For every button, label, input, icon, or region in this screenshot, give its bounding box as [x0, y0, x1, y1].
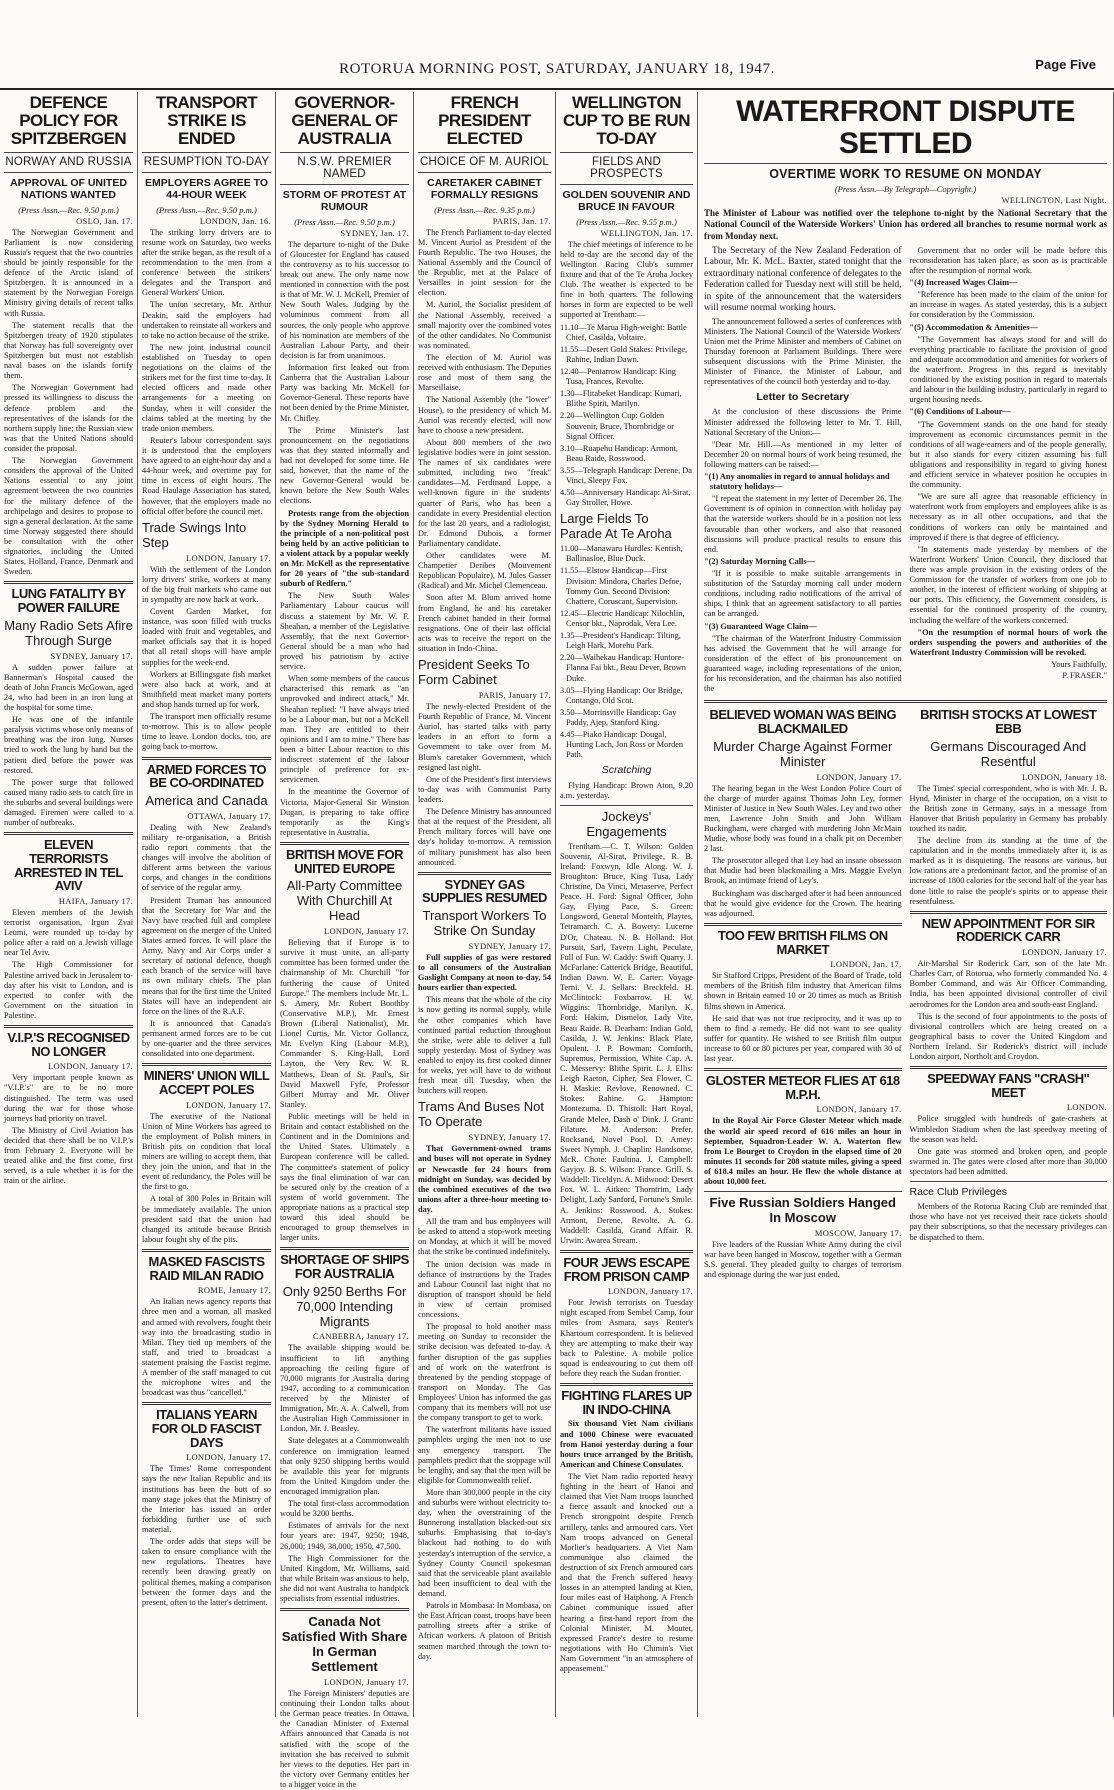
article-paragraph: An Italian news agency reports that three men and a woman, all masked and armed with revolvers, fought their way into the broadcasting studio in Milan. They tied up members of the staff, and tried to broadcast a statement praising the Fascist regime. A member of the staff managed to cut the microphone wires and the broadcast was thus "cancelled.": [142, 1297, 271, 1398]
article-paragraph: The union decision was made in defiance of instructions by the Trades and Labour Council last night that no disruption of transport should be held in view of certain promised concessions.: [418, 1259, 551, 1320]
race-entry: 1.30—Flitabeket Handicap: Kumari, Blithe Spirit, Marilyn.: [560, 389, 682, 409]
race-entry: 12.45—Electric Handicap: Nilochlin, Censor bkt., Naprodak, Vera Lee.: [560, 608, 685, 629]
article-paragraph: The French Parliament to-day elected M. Vincent Auriol as President of the Fourth Republic. The two Houses, the National Assembly and the Council of the Republic, met at the Palace of Versailles in joint session for the election.: [418, 227, 551, 298]
headline-british-stocks: BRITISH STOCKS AT LOWEST EBB: [920, 707, 1097, 736]
headline-gloster-meteor: GLOSTER METEOR FLIES AT 618 M.P.H.: [705, 1073, 900, 1102]
article-paragraph: Patrols in Mombasa: In Mombasa, on the East African coast, troops have been patrolling streets after a strike of African workers. A platoon of British seamen marched through the town to-day.: [418, 1601, 551, 1661]
deck-overtime: OVERTIME WORK TO RESUME ON MONDAY: [769, 167, 1042, 181]
headline-vips: V.I.P.'S RECOGNISED NO LONGER: [7, 1030, 130, 1059]
article-paragraph: All the tram and bus employees will be asked to attend a stop-work meeting on Monday, at which it will be moved that the strike be continued indefinitely.: [418, 1217, 551, 1257]
article-paragraph: The waterfront militants have issued pamphlets urging the men not to use any emergency transport. The pamphlets predict that the stoppage will be lengthy, and say that the men will be eligible for Commonwealth relief.: [418, 1425, 551, 1485]
article-paragraph: The Norwegian Government and Parliament is now considering Russia's request that the two countries should be jointly responsible for the defence of the Arctic island of Spitzbergen. It is announced in a statement by the Norwegian Foreign Ministry giving details of recent talks with Russia.: [4, 227, 133, 318]
headline-spitzbergen: DEFENCE POLICY FOR SPITZBERGEN: [10, 93, 127, 148]
deck-golden-souvenir: GOLDEN SOUVENIR AND BRUCE IN FAVOUR: [562, 188, 691, 213]
article-paragraph: Very important people known as "V.I.P.'s" are to be no more distinguished. The term was used during the war for those whose journeys had priority on travel.: [4, 1073, 133, 1123]
headline-russian-soldiers: Five Russian Soldiers Hanged In Moscow: [709, 1195, 896, 1226]
dateline: LONDON, January 17.: [185, 552, 271, 563]
letter-item-label: "(5) Accommodation & Amenities—: [909, 322, 1038, 332]
headline-armed-forces: ARMED FORCES TO BE CO-ORDINATED: [146, 761, 267, 791]
article-paragraph: The Ministry of Civil Aviation has decided that there shall be no V.I.P.'s from February 2. Everyone will be treated alike and the first come, first served, is a rule whether it is for the train or the airline.: [4, 1125, 133, 1186]
dateline: LONDON, January 17.: [323, 1676, 409, 1687]
credit: (Press Assn.—Rec. 9.50 p.m.): [294, 216, 395, 227]
column-5: [556, 92, 698, 1717]
subhead-trade-swings: Trade Swings Into Step: [142, 519, 247, 550]
article-paragraph: This means that the whole of the city is now getting its normal supply, while the other companies which have continued partial reduction throughout the strike, were able to deliver a full supply yesterday. Most of Sydney was enabled to enjoy its first cooked dinner for weeks, yet will have to do without fresh meat till Tuesday, when the butchers will reopen.: [418, 995, 551, 1096]
article-paragraph: Dealing with New Zealand's military re-organisation, a British radio report comments that the changes will involve the abolition of different arms between the various corps, and changes in the conditions of service of the regular army.: [142, 822, 271, 893]
dateline: OTTAWA, January 17.: [187, 810, 271, 821]
article-paragraph: Members of the Rotorua Racing Club are reminded that those who have not yet received their race tickets should pay their subscriptions, so that the necessary privileges can be dispatched to them.: [909, 1202, 1107, 1242]
article-paragraph-bold: Full supplies of gas were restored to all consumers of the Australian Gaslight Company at noon to-day, 54 hours earlier than expected.: [418, 952, 551, 993]
subhead-germans: Germans Discouraged And Resentful: [930, 738, 1087, 769]
article-paragraph: One gate was stormed and broken open, and people swarmed in. The gates were closed after more than 30,000 spectators had been admitted.: [909, 1146, 1107, 1177]
headline-lung-fatality: LUNG FATALITY BY POWER FAILURE: [11, 586, 126, 616]
article-paragraph: "The Government has always stood for and will do everything practicable to facilitate the provision of good and adequate accommodation and amenities for workers of the waterfront. Progress in this regard is inevitably conditioned by the existing position in regard to materials and labour in the building industry, particularly in regard to urgent housing needs.: [909, 334, 1107, 405]
race-entry: 11.10—Te Marua High-weight: Battle Chief, Casilda, Voltaire.: [560, 322, 687, 342]
subhead-churchill: All-Party Committee With Churchill At Head: [286, 878, 403, 924]
article-paragraph: The transport men officially resume to-morrow. This is to allow people time to leave. London docks, too, are going back to-morrow.: [142, 712, 271, 752]
dateline: SYDNEY, January 17.: [50, 650, 133, 661]
article-paragraph: The statement recalls that the Spitzbergen treaty of 1920 stipulates that Norway has full sovereignty over Spitzbergen but must not establish naval bases on the islands fortify them.: [4, 320, 133, 381]
race-entry: 1.35—President's Handicap: Tilting, Leigh Hark, Morehu Park.: [560, 631, 681, 651]
article-paragraph: About 800 members of the two legislative bodies were in joint session. The names of six candidates were submitted, including two "freak" candidates—M. Ferdinand Loppe, a well-known figure in the students' quarter of Paris, who has been a candidate in every Presidential election for the last 20 years, and a radiologist, Dr. Edmond Dubois, a former Parliamentary candidate.: [418, 437, 551, 548]
letter-item-label: "(2) Saturday Morning Calls—: [704, 556, 815, 566]
article-paragraph: Soon after M. Blum arrived home from England, he and his caretaker French cabinet handed in their formal resignations. One of their last official acts was to receive the report on the situation in Indo-China.: [418, 593, 551, 654]
race-entry: 4.45—Piako Handicap: Dougal, Hunting Lach, Jon Ross or Morden Path.: [560, 730, 684, 760]
article-paragraph: "We are sure all agree that reasonable efficiency in waterfront work from employers and employees alike is as necessary as in all other occupations, and that the conditions of workers can only be maintained and improved if there is that degree of efficiency.: [909, 492, 1107, 542]
dateline: LONDON, January 17.: [816, 771, 902, 782]
article-paragraph: The Defence Ministry has announced that at the request of the President, all French military forces will have one day's holiday to-morrow. A remission of military punishment has also been announced.: [418, 807, 551, 867]
race-entry: 3.05—Flying Handicap: Our Bridge, Contango, Old Scot.: [560, 685, 683, 705]
dateline: LONDON, January 17.: [607, 1286, 693, 1297]
race-club-label: Race Club Privileges: [909, 1186, 1007, 1199]
article-paragraph: The order adds that steps will be taken to ensure compliance with the new regulations. Theatres have recently been drawing greatly on political themes, making a comparison between the former days and the present, often to the latter's detriment.: [142, 1537, 271, 1607]
article-paragraph: The total first-class accommodation would be 3200 berths.: [280, 1499, 409, 1519]
dateline: LONDON, January 17.: [185, 1452, 271, 1463]
headline-speedway: SPEEDWAY FANS "CRASH" MEET: [927, 1071, 1090, 1100]
article-paragraph: M. Auriol, the Socialist president of the National Assembly, received a small majority over the combined votes of the other candidates. No Communist was nominated.: [418, 300, 551, 350]
subhead-9250-berths: Only 9250 Berths For 70,000 Intending Migrants: [282, 1283, 407, 1329]
letter-item-label: "(4) Increased Wages Claim—: [909, 278, 1018, 288]
dateline: LONDON, Jan. 16.: [199, 215, 271, 226]
dateline: LONDON, January 17.: [323, 926, 409, 937]
headline-indo-china: FIGHTING FLARES UP IN INDO-CHINA: [561, 1388, 692, 1417]
headline-shortage-ships: SHORTAGE OF SHIPS FOR AUSTRALIA: [280, 1252, 409, 1282]
article-paragraph: The Foreign Ministers' deputies are continuing their London talks about the German peace treaties. In Ottawa, the Canadian Minister of External Affairs announced that Canada is not satisfied with the scope of the invitation she has received to submit her views to the deputies. Her part in the victory over Germany entitles her to a bigger voice in the: [280, 1688, 409, 1789]
article-paragraph: Trentham.—C. T. Wilson: Golden Souvenir, Al-Sirat, Privilege, R. B. Ireland: Foxwyn, Idle Along. W. J. Broughton: Bruce, King Tusa, Lady Christine, Da Vinci, Metaserve, Perfect Peace. H. Ford: Signal Officer, John Gay, Flying Pace, S. Green: Longsword, General Monteith, Playtes, Tetramarch. C. A. Bowery: Lucerne D'Or, Chateau. N. B. Holland: Hot Pursuit, Sarl, Tavern Light, Peculate, Full of Fun. W. Caddy: Swift Quarry. J. McFarlane: Catterick Bridge, Beautiful, Indian Dawn. W. E. Carter: Voyage Terni. V. J. Sellars: Breckfeld. H. McClintock: Foxbarrow. H. W. Wiggins: Thornbridge, Marilyn. K. Ford: Hakim, Dismelor, Lady Vite, Beau Raide. B. Dearham: Indian Gold, Casilda, J. W. Jenkins: Black Plate, Opulent. J. P. Bowman: Cornforth, Supremus, Permission, White Cap. A. C. Messervy: Blithe Spirit. L. J. Ellis: Leigh Raeton, Cipher, Sea Flower. C. H. Maskie: Revlove, Renowned. C. Stokes: Rahine. G. Hampton: Montezuma. D. Thistoll: Hart Royal, Grande Melee, Dash o' Dink. J. Grant: Filature. M. Anderson: Prefer, Rocksand, Novel Pool. D. Amey: Sweet Nymph. J. Chaplin: Handsome, McR. Chote: Faultina. J. Campbell: Gayjoy. B. S. Wilson: France. Grill. S. Waddell: Ticeldyn. A. Midwood: Desert Fox. W. L. Aitken: Thorntrim, Lady Delight, Lady Sanford, Fortune's Smile. A. Jenkins: Rosswood. A. Stokes: Armont, Derene, Revolte. A. G. Waddell: Casilda, Grand Affair. R. Urwin: Awarea Stream.: [560, 841, 693, 1245]
subhead-transport-workers: Transport Workers To Strike On Sunday: [422, 908, 547, 938]
article-paragraph: Eleven members of the Jewish terrorist organisation, Irgun Zvai Leumi, were rounded up to-day by police after a raid on a Jewish village near Tel Aviv.: [4, 907, 133, 958]
dateline: OSLO, Jan. 17.: [76, 215, 133, 226]
headline-united-europe: BRITISH MOVE FOR UNITED EUROPE: [286, 847, 403, 876]
headline-wellington-cup: WELLINGTON CUP TO BE RUN TO-DAY: [562, 93, 690, 148]
credit: (Press Assn.—Rec. 9.35 p.m.): [434, 204, 535, 215]
article-paragraph: One of the President's first interviews to-day was with Communist Party leaders.: [418, 774, 551, 804]
article-paragraph: Reuter's labour correspondent says it is understood that the employers have agreed to an eight-hour day and a 44-hour week, and overtime pay for time in excess of eight hours. The Road Haulage Association has stated, however, that the employers made no official offer before the council met.: [142, 435, 271, 516]
race-entry: 11.55—Elstow Handicap—First Division: Mindora, Charles Defoe, Tommy Gun. Second Division: Chattere, Coruscant, Supervision.: [560, 566, 682, 606]
race-entry: 3.10—Ruapehu Handicap: Armont, Beau Raide, Rosswood.: [560, 443, 678, 463]
article-paragraph: Four Jewish terrorists on Tuesday night escaped from Sembel Camp, four miles from Asmara, says Reuter's Khartoum correspondent. It is believed they are attempting to make their way back to Palestine. A mobile police squad is endeavouring to cut them off before they reach the Sudan frontier.: [560, 1298, 693, 1379]
column-1: [0, 92, 138, 1717]
subhead-trams-buses: Trams And Buses Not To Operate: [418, 1099, 544, 1130]
article-paragraph: He was one of the infantile paralysis victims whose only means of breathing was the iron lung. Nurses tried to work the lung by hand but the patient died before the power was restored.: [4, 715, 133, 775]
article-paragraph: The Norwegian Government had pressed its willingness to discuss the defence problem and the representatives of the islands for the northern supply line; the Russian view was that the United Nations should consider the proposal.: [4, 383, 133, 453]
article-paragraph-bold: Protests range from the objection by the Sydney Morning Herald to the principle of a non-political post being held by an active politician to a violent attack by a popular weekly on Mr. McKell as the representative for 20 years of "the sub-standard suburb of Redfern.": [280, 508, 409, 589]
article-paragraph: "Reference has been made to the claim of the union for an increase in wages. As stated yesterday, this is a subject for consideration by the Commission.: [909, 290, 1107, 320]
subhead-president-seeks: President Seeks To Form Cabinet: [418, 657, 530, 688]
letter-item-label: "(6) Conditions of Labour—: [909, 407, 1011, 417]
race-list-trentham: [560, 323, 693, 509]
headline-italians-yearn: ITALIANS YEARN FOR OLD FASCIST DAYS: [151, 1407, 262, 1450]
article-paragraph: The newly-elected President of the Fourth Republic of France, M. Vincent Auriol, has started talks with party leaders in an effort to form a Government to take over from M. Blum's caretaker Government, which resigned last night.: [418, 702, 551, 772]
subhead-murder-charge: Murder Charge Against Former Minister: [713, 738, 893, 769]
subhead-auriol: CHOICE OF M. AURIOL: [419, 155, 550, 168]
masthead-rule: [0, 88, 1114, 90]
article-paragraph: State delegates at a Commonwealth conference on immigration learned that only 9250 shipping berths would be available this year for migrants from the United Kingdom under the encouraged immigration plan.: [280, 1436, 409, 1496]
dateline: PARIS, Jan. 17.: [492, 215, 551, 226]
column-2: [138, 92, 276, 1717]
article-paragraph: When some members of the caucus characterised this remark as "an unprovoked and indirect attack," Mr. Sheahan replied: "I have always tried to be a Labour man, but not a McKell man. They are entitled to their opinions and I am to mine." There has been a bitter Labour reaction to this indiscreet statement of the labour principle of preference for ex-servicemen.: [280, 674, 409, 785]
article-paragraph: The union secretary, Mr. Arthur Deakin, said the employers had undertaken to reinstate all workers and to take no action because of the strike.: [142, 300, 271, 340]
headline-tel-aviv: ELEVEN TERRORISTS ARRESTED IN TEL AVIV: [14, 837, 123, 894]
article-paragraph: The prosecutor alleged that Ley had an insane obsession that Mudie had been blackmailing a Mrs. Maggie Evelyn Brook, an intimate friend of Ley's.: [704, 856, 902, 886]
article-paragraph: The power surge that followed caused many radio sets to catch fire in the suburbs and several buildings were damaged. Firemen were called to a number of outbreaks.: [4, 777, 133, 828]
article-paragraph: Five leaders of the Russian White Army during the civil war have been hanged in Moscow, together with a German S.S. general. They pleaded guilty to charges of terrorism and espionage during the war just ended.: [704, 1240, 902, 1280]
article-paragraph: Buckingham was discharged after it had been announced that he would give evidence for the Crown. The hearing was adjourned.: [704, 888, 902, 918]
deck-44-hour: EMPLOYERS AGREE TO 44-HOUR WEEK: [144, 176, 269, 201]
race-entry: 2.20—Wellington Cup: Golden Souvenir, Bruce, Thornbridge or Signal Officer.: [560, 411, 675, 441]
article-paragraph: The Times' Rome correspondent says the new Italian Republic and its institutions has been the butt of so many stage jokes that the Ministry of the Interior has issued an order forbidding further use of such material.: [142, 1464, 271, 1534]
article-paragraph: A sudden power failure at Bannerman's Hospital caused the death of John Francis McGowan, aged 24, who had been in an iron lung at the hospital for some time.: [4, 662, 133, 712]
headline-masked-fascists: MASKED FASCISTS RAID MILAN RADIO: [148, 1254, 265, 1283]
dateline: LONDON, January 17.: [47, 1061, 133, 1072]
article-paragraph: President Truman has announced that the Secretary for War and the Navy have reached full and complete agreement on the merger of the United States armed forces. It will place the Army, Navy and Air Corps under a secretary of national defence, though each branch of the service will have its own military chiefs. The plan means that for the first time the United States will have an independent air force on the lines of the R.A.F.: [142, 895, 271, 1016]
headline-british-films: TOO FEW BRITISH FILMS ON MARKET: [717, 927, 888, 957]
subhead-resumption: RESUMPTION TO-DAY: [143, 155, 270, 168]
article-paragraph: With the settlement of the London lorry drivers' strike, workers at many of the big fruit markets who came out in sympathy are now back at work.: [142, 564, 271, 604]
article-paragraph: "If it is possible to make suitable arrangements in substitution of the Saturday morning call under modern conditions, including radio notifications of the arrival of ships, I think that an agreement satisfactory to all parties can be arranged.: [704, 569, 902, 619]
article-paragraph: Believing that if Europe is to survive it must unite, an all-party committee has been formed under the chairmanship of Mr. Churchill "for furthering the cause of United Europe." The members include Mr. L. S. Amery, Mr. Robert Boothby (Conservative M.P.), Mr. Ernest Brown (Liberal Nationalist), Mr. Lionel Curtis, Mr. Victor Gollancz, Mr. Evelyn King (Labour M.P.), Commander S. King-Hall, Lord Layton, the Very Rev. W. R. Matthews, Dean of St. Paul's, Sir David Maxwell Fyfe, Professor Gilbert Murray and Mr. Oliver Stanley.: [280, 938, 409, 1109]
article-paragraph: Air-Marshal Sir Roderick Carr, son of the late Mr. Charles Carr, of Rotorua, who formerly commanded No. 4 Bomber Command, and was Air Officer Commanding, India, has been appointed divisional controller of civil aerodromes for the London area and south-east England.: [909, 959, 1107, 1009]
article-paragraph: "I repeat the statement in my letter of December 26. The Government is of opinion in connection with holiday pay that the waterside workers should be in a position not less favourable than other workers, and also that reasoned discussions will produce practical results to ensure this end.: [704, 494, 902, 554]
dateline: ROME, January 17.: [197, 1285, 271, 1296]
article-paragraph: The departure to-night of the Duke of Gloucester for England has caused the controversy as to his successor to break out anew. The only name now mentioned in connection with the post is that of Mr. W. J. McKell, Premier of New South Wales. Judging by the voluminous comment from all sources, the only people who approve of his nomination are members of the Australian Labour Party, and their decision is far from unanimous.: [280, 239, 409, 360]
subhead-norway-russia: NORWAY AND RUSSIA: [5, 155, 132, 168]
dateline: LONDON, January 17.: [185, 1099, 271, 1110]
deck-caretaker: CARETAKER CABINET FORMALLY RESIGNS: [427, 176, 542, 201]
letter-item-label: "(1) Any anomalies in regard to annual holidays and statutory holidays—: [704, 472, 890, 492]
article-paragraph: Covent Garden Market, for instance, was soon filled with trucks loaded with fruit and vegetables, and market officials say that it is hoped that all retail shops will have ample supplies for the week-end.: [142, 607, 271, 667]
headline-miners-union: MINERS' UNION WILL ACCEPT POLES: [143, 1068, 270, 1097]
race-entry: 2.20—Waihekau Handicap: Huntore-Flanna Fai bkt., Beau Dever, Brown Duke.: [560, 653, 686, 683]
dateline: SYDNEY, January 17.: [468, 940, 551, 951]
race-list-te-aroha: [560, 544, 693, 760]
article-paragraph: The Secretary of the New Zealand Federation of Labour, Mr. K. McL. Baxter, stated tonight that the extraordinary national conference of delegates to the Federation called for Tuesday next will still be held, in spite of the announcement that the watersiders will resume normal working hours.: [704, 245, 902, 314]
subhead-jockeys: Jockeys' Engagements: [586, 808, 667, 839]
article-paragraph: Information first leaked out from Canberra that the Australian Labour Party was backing Mr. McKell for Governor-General. These reports have not been denied by the Prime Minister, Mr. Chifley.: [280, 362, 409, 423]
article-paragraph: A total of 300 Poles in Britain will be immediately available. The union president said that the union had changed its attitude because British labour fought shy of the pits.: [142, 1194, 271, 1244]
headline-governor-general: GOVERNOR-GENERAL OF AUSTRALIA: [291, 93, 398, 148]
headline-sydney-gas: SYDNEY GAS SUPPLIES RESUMED: [422, 876, 547, 906]
deck-spitzbergen: APPROVAL OF UNITED NATIONS WANTED: [10, 176, 127, 201]
dateline: WELLINGTON, Jan. 17.: [600, 227, 693, 238]
subhead-nsw-premier: N.S.W. PREMIER NAMED: [297, 155, 392, 180]
article-paragraph: The chief meetings of inference to be held to-day are the second day of the Wellington Racing Club's summer fixture and that of the Te Aroha Jockey Club. The weather is expected to be fine in both quarters. The following horses in form are expected to be well supported at Trentham:—: [560, 239, 693, 320]
race-entry: 11.00—Manawaru Hurdles: Kentish, Ballinasloe, Blue Duck.: [560, 544, 683, 564]
dateline: PARIS, January 17.: [478, 690, 551, 701]
credit: (Press Assn.—Rec. 9.50 p.m.): [156, 204, 257, 215]
article-paragraph: Police struggled with hundreds of gate-crashers at Wimbledon Stadium when the last speedway meeting of the season was held.: [909, 1114, 1107, 1144]
article-paragraph: The Times' special correspondent, who is with Mr. J. B. Hynd, Minister in charge of the occupation, on a visit to the British zone in Germany, says in a message from Hanover that British popularity in Germany has probably touched its nadir.: [909, 783, 1107, 833]
credit: (Press Assn.—Rec. 9.55 p.m.): [576, 216, 677, 227]
article-paragraph: The executive of the National Union of Mine Workers has agreed to the employment of Polish miners in British pits on condition that local miners are willing to accept them, that they join the union, and that in the event of redundancy, the Poles will be the first to go.: [142, 1111, 271, 1192]
article-paragraph: Public meetings will be held in Britain and contact established on the Continent and in the Dominions and the United States. Ultimately a European conference will be called. The committee's statement of policy says the final elimination of war can be secured only by the creation of a system of world government. The appropriate nations as a practical step toward this ideal should be encouraged to group themselves in larger units.: [280, 1111, 409, 1243]
dateline: LONDON, January 17.: [1021, 947, 1107, 958]
headline-waterfront: WATERFRONT DISPUTE SETTLED: [736, 95, 1075, 160]
article-paragraph: "The chairman of the Waterfront Industry Commission has advised the Government that he will arrange for consideration of the effect of his pronouncement on guaranteed wage, including representations of the union, for his reconsideration, and the chairman has also notified the: [704, 633, 902, 694]
headline-transport-strike: TRANSPORT STRIKE IS ENDED: [155, 93, 258, 148]
article-paragraph: In the meantime the Governor of Victoria, Major-General Sir Winston Dugan, is preparing to take office temporarily as the King's representative in Australia.: [280, 787, 409, 837]
race-entry: 12.40—Pentarrow Handicap: King Tusa, Frances, Revolte.: [560, 366, 676, 387]
subhead-fields: FIELDS AND PROSPECTS: [590, 155, 663, 180]
scratching-text: Flying Handicap: Brown Aton, 9.20 a.m. yesterday.: [560, 780, 693, 800]
signature-fraser: P. FRASER.": [1062, 671, 1107, 681]
article-paragraph-bold: In the Royal Air Force Gloster Meteor which made the world air speed record of 616 miles an hour in September, Squadron-Leader W. A. Waterton flew from Le Bourget to Croydon in the elapsed time of 20 minutes 11 seconds for 208 statute miles, giving a speed of 618.4 miles an hour. He flew the whole distance at about 10,000 feet.: [704, 1116, 902, 1187]
article-paragraph: The striking lorry drivers are to resume work on Saturday, two weeks after the strike began, as the result of a recommendation to the men from a conference between the strikers' delegates and the Transport and General Workers' Union.: [142, 227, 271, 298]
headline-french-president: FRENCH PRESIDENT ELECTED: [438, 93, 531, 148]
article-paragraph: Sir Stafford Cripps, President of the Board of Trade, told members of the British film industry that American films shown in Britain earned 10 or 20 times as much as British films shown in America.: [704, 971, 902, 1011]
credit: (Press Assn.—By Telegraph—Copyright.): [834, 184, 977, 194]
column-4: [414, 92, 556, 1717]
article-paragraph: The hearing began in the West London Police Court of the charge of murder against Thomas John Ley, former Minister of Justice in New South Wales. Ley and two other men, Lawrence John Smith and John William Buckingham, were charged with murdering John McMain Mudie, whose body was found in a chalk pit on December 2 last.: [704, 783, 902, 854]
article-paragraph-bold: "On the resumption of normal hours of work the orders suspending the powers and authorities of the Waterfront Industry Commission will be revoked.: [909, 627, 1107, 657]
lede-paragraph: The Minister of Labour was notified over the telephone to-night by the National Secretary that the National Council of the Waterside Workers' Union has ordered all branches to resume normal work as from Monday next.: [704, 208, 1107, 241]
dateline: SYDNEY, January 17.: [468, 1132, 551, 1143]
article-paragraph: Government that no order will be made before this reconsideration has taken place, as soon as is practicable after the resumption of normal work.: [909, 245, 1107, 275]
article-paragraph: More than 300,000 people in the city and suburbs were without electricity to-day, when the overstraining of the Bunnerong installation blacked-out six suburbs. Emphasising that to-day's blackout had nothing to do with yesterday's interruption of the service, a Sydney County Council spokesman said that the serviceable plant available had been insufficient to deal with the demand.: [418, 1487, 551, 1599]
article-paragraph: This is the second of four appointments to the posts of divisional controllers which are being created on a geographical basis to cover the United Kingdom and Northern Ireland. Sir Roderick's district will include London airport, Northolt and Croydon.: [909, 1011, 1107, 1062]
dateline: SYDNEY, Jan. 17.: [340, 227, 409, 238]
subhead-radio-sets: Many Radio Sets Afire Through Surge: [4, 617, 133, 648]
article-paragraph-bold: Six thousand Viet Nam civilians and 1000 Chinese were evacuated from Hanoi yesterday during a four hours truce arranged by the British, American and Chinese Consulates.: [560, 1419, 693, 1469]
article-paragraph: The available shipping would be insufficient to lift anything approaching the ceiling figure of 70,000 migrants for Australia during 1947, according to a communication received by the Minister of Immigration, Mr. A. A. Calwell, from the Australian High Commissioner in London, Mr. J. Beasley.: [280, 1343, 409, 1434]
article-paragraph: The Norwegian Government considers the approval of the United Nations essential to any joint agreement between the two countries for the military defence of the archipelago and desires to propose to sign a general declaration. At the same time Norway suggested there should be consultation with the other signatories, including the United States, Holland, France, Denmark and Sweden.: [4, 456, 133, 577]
dateline: LONDON, January 18.: [1021, 771, 1107, 782]
subhead-america-canada: America and Canada: [145, 792, 268, 808]
article-paragraph: At the conclusion of these discussions the Prime Minister addressed the following letter to Mr. T. Hill, National Secretary of the Union:—: [704, 407, 902, 437]
article-paragraph: The Prime Minister's last pronouncement on the negotiations was that they started informally and had not developed for some time. He said, however, that the name of the new Governor-General would be known before the New South Wales elections.: [280, 425, 409, 506]
dateline: LONDON, Jan. 17.: [830, 959, 902, 970]
article-paragraph: The new joint industrial council established on Tuesday to open negotiations on the claims of the strikers met for the first time to-day. It elected officers and made other arrangements for a meeting on Sunday, when it will consider the claims tabled at the meeting by the trade union members.: [142, 342, 271, 433]
article-paragraph: The New South Wales Parliamentary Labour caucus will discuss a statement by Mr. W. F. Sheahan, a member of the Legislative Assembly, that the next Governor-General should be a man who had proved his patriotism by active service.: [280, 591, 409, 672]
headline-roderick-carr: NEW APPOINTMENT FOR SIR RODERICK CARR: [921, 915, 1095, 945]
article-paragraph: "Dear Mr. Hill.—As mentioned in my letter of December 20 on normal hours of work being resumed, the following matters can be raised:—: [704, 439, 902, 469]
article-paragraph: The National Assembly (the "lower" House), to the presidency of which M. Auriol was recently elected, will now have to choose a new president.: [418, 395, 551, 435]
article-paragraph: The decline from its standing at the time of the capitulation and in the months immediately after it, is as marked as it is disquieting. The reasons are various, but low rations are a predominant factor, and the promise of an increase of 1800 calories for the second half of the year has done little to raise the people's spirits or to appease their resentfulness.: [909, 836, 1107, 906]
column-3: [276, 92, 414, 1789]
race-entry: 11.55—Desert Gold Stakes: Privilege, Rahine, Indian Dawn.: [560, 344, 688, 364]
article-paragraph-bold: That Government-owned trams and buses will not operate in Sydney or Newcastle for 24 hours from midnight on Sunday, was decided by the combined executives of the two unions after a three-hour meeting to-day.: [418, 1144, 551, 1214]
article-paragraph: The Viet Nam radio reported heavy fighting in the heart of Hanoi and claimed that Viet Nam troops launched a fierce assault and knocked out a French strongpoint despite French artillery, tanks and armoured cars. Viet Nam troops advanced on General Morlier's headquarters. A Viet Nam communique also claimed the destruction of six French armoured cars and that the French suffered heavy losses in an attempted landing at Kien, four miles east of Haiphong. A French Cabinet communique issued after hearing a first-hand report from the Colonial Minister, M. Moutet, expressed France's desire to resume negotiations with Ho Chimin's Viet Nam Government "in an atmosphere of appeasement.": [560, 1471, 693, 1674]
race-entry: 3.50—Morrinsville Handicap: Gay Paddy, Ajep, Stanford King.: [560, 707, 677, 728]
subhead-te-aroha: Large Fields To Parade At Te Aroha: [560, 511, 672, 542]
article-paragraph: The High Commissioner for Palestine arrived back in Jerusalem to-day after his visit to London, and is expected to confer with the Government on the situation in Palestine.: [4, 960, 133, 1020]
article-paragraph: It is announced that Canada's permanent armed forces are to be cut by one-quarter and the three services consolidated into one department.: [142, 1018, 271, 1059]
dateline: MOSCOW, January 17.: [814, 1228, 902, 1239]
headline-blackmailed: BELIEVED WOMAN WAS BEING BLACKMAILED: [709, 707, 897, 736]
masthead: [0, 55, 1114, 89]
signoff: Yours Faithfully,: [1051, 660, 1107, 670]
column-6: [698, 92, 1114, 1717]
dateline: LONDON.: [1066, 1102, 1107, 1113]
letter-item-label: "(3) Guaranteed Wage Claim—: [704, 621, 817, 631]
dateline: LONDON, January 17.: [816, 1104, 902, 1115]
masthead-title: ROTORUA MORNING POST, SATURDAY, JANUARY 18, 1947.: [339, 61, 775, 77]
article-paragraph: The High Commissioner for the United Kingdom, Mr. Williams, said that while Britain was anxious to help, she did not want Australia to handpick specialists from essential industries.: [280, 1553, 409, 1604]
article-paragraph: "In statements made yesterday by members of the Waterfront Workers' Union Council, they disclosed that there was ample provision in the existing orders of the Commission for the transfer of workers from one job to another, in the interest of efficient working of shipping at our ports. This efficiency, the Government considers, is essential for the continued prosperity of the country, including the welfare of the workers concerned.: [909, 544, 1107, 625]
scratching-label: Scratching: [601, 764, 652, 777]
headline-four-jews: FOUR JEWS ESCAPE FROM PRISON CAMP: [563, 1254, 690, 1284]
dateline: WELLINGTON, Last Night.: [1001, 195, 1107, 205]
race-entry: 3.55—Telegraph Handicap: Derene, Da Vinci, Sleepy Fox.: [560, 465, 692, 486]
article-paragraph: "The Government stands on the one hand for steady improvement as economic circumstances permit in the conditions of all wage-earners and of the people generally, but it also stands for every citizen assuming his full obligations and responsibility in regard to giving honest and efficient service in whatever position he occupies in the community.: [909, 419, 1107, 490]
page-number: Page Five: [1035, 57, 1096, 72]
letter-label: Letter to Secretary: [756, 391, 850, 404]
dateline: HAIFA, January 17.: [58, 895, 133, 906]
article-paragraph: Other candidates were M. Champetier Deribes (Mouvement Republican Populaire), M. Jules Gasser (Radical) and Mr. Michel Clemenceau.: [418, 551, 551, 591]
article-paragraph: The election of M. Auriol was received with enthusiasm. The Deputies rose and most of them sang the Marseillaise.: [418, 352, 551, 393]
race-entry: 4.50—Anniversary Handicap: Al-Sirat, Gay Stroller, Howe.: [560, 488, 691, 508]
article-paragraph: He said that was not true reciprocity, and it was up to them to find a remedy. He did not want to see quality suffer for quantity. He wished to see British film output increase to 60 or 80 pictures per year, compared with 30 of last year.: [704, 1013, 902, 1064]
deck-storm-of-protest: STORM OF PROTEST AT RUMOUR: [282, 188, 407, 213]
article-paragraph: The announcement followed a series of conferences with Ministers. The National Council of the Waterside Workers' Union met the Prime Minister and members of Cabinet on Thursday forenoon at Parliament Buildings. There were subsequent discussions with the Prime Minister, the Minister of Finance, the Minister of Labour, and representatives of the council both yesterday and to-day.: [704, 316, 902, 387]
article-paragraph: The proposal to hold another mass meeting on Sunday to reconsider the strike decision was defeated to-day. A further disruption of the gas supplies and of work on the waterfront is threatened by the pending stoppage of transport on Monday. The Gas Employees' Union has informed the gas company that its members will not use the company transport to get to work.: [418, 1322, 551, 1423]
headline-canada-not-satisfied: Canada Not Satisfied With Share In German Settlement: [281, 1614, 408, 1675]
credit: (Press Assn.—Rec. 9.50 p.m.): [18, 204, 119, 215]
dateline: CANBERRA, January 17.: [312, 1331, 409, 1342]
article-paragraph: Estimates of arrivals for the next four years are: 1947, 9250; 1948, 26,000; 1949, 38,000; 1950, 47,500.: [280, 1521, 409, 1551]
article-paragraph: Workers at Billingsgate fish market were also back at work, and at Smithfield meat market many porters and shop hands turned up for work.: [142, 669, 271, 710]
